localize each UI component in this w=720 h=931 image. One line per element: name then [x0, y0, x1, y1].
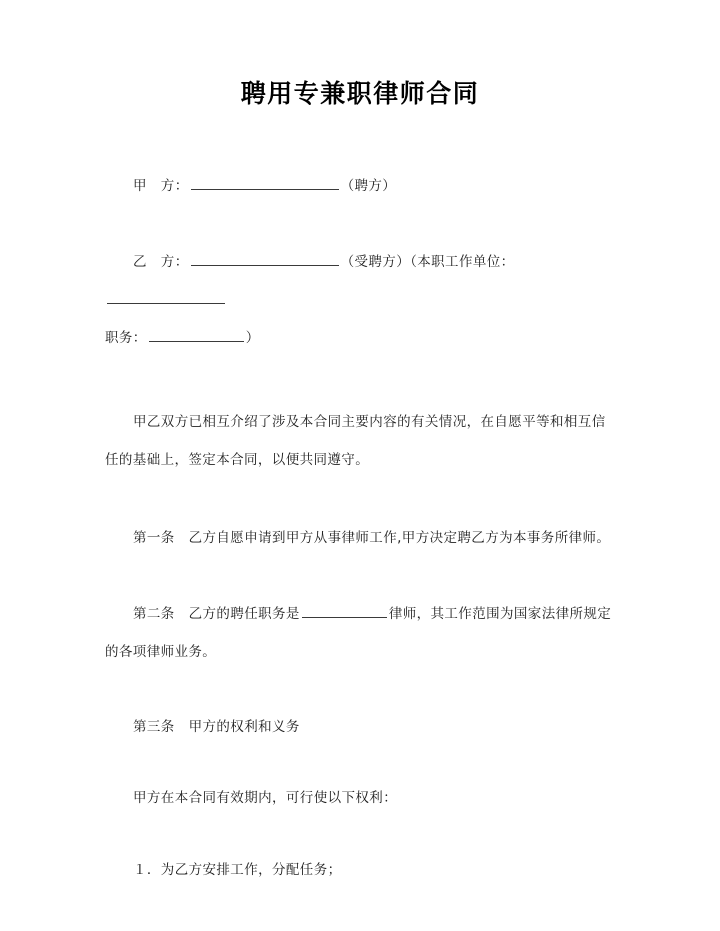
article-three-number: 第三条	[133, 718, 175, 735]
article-one-number: 第一条	[133, 529, 175, 546]
list-item: １．为乙方安排工作，分配任务；	[133, 861, 342, 878]
party-a-suffix: （聘方）	[340, 177, 397, 194]
party-b-position-label: 职务：	[105, 329, 147, 346]
article-two-text-after: 律师，其工作范围为国家法律所规定的各项律师业务。	[105, 605, 612, 660]
article-two-number: 第二条	[133, 605, 175, 622]
party-b-position-line	[105, 319, 615, 357]
party-b-position-blank[interactable]	[149, 327, 244, 342]
article-two	[105, 595, 615, 671]
article-two-blank[interactable]	[302, 603, 387, 618]
party-b-line	[105, 243, 615, 319]
article-one-text: 乙方自愿申请到甲方从事律师工作,甲方决定聘乙方为本事务所律师。	[188, 529, 611, 546]
party-a-blank[interactable]	[191, 175, 339, 190]
page-title: 聘用专兼职律师合同	[240, 79, 480, 108]
article-three-text: 甲方的权利和义务	[188, 718, 300, 735]
party-b-suffix: （受聘方）（本职工作单位：	[340, 253, 515, 270]
party-b-close-paren: ）	[245, 329, 260, 346]
party-b-blank[interactable]	[191, 251, 339, 266]
article-one	[105, 519, 615, 557]
party-a-line	[105, 167, 615, 205]
article-two-text-before: 乙方的聘任职务是	[188, 605, 300, 622]
preamble-paragraph: 甲乙双方已相互介绍了涉及本合同主要内容的有关情况，在自愿平等和相互信任的基础上，签定本合同，以便共同遵守。	[105, 413, 606, 468]
party-b-label: 乙 方：	[133, 253, 189, 270]
article-three	[105, 708, 615, 746]
rights-intro: 甲方在本合同有效期内，可行使以下权利：	[133, 789, 398, 806]
party-b-workunit-blank[interactable]	[107, 289, 225, 304]
party-a-label: 甲 方：	[133, 177, 189, 194]
